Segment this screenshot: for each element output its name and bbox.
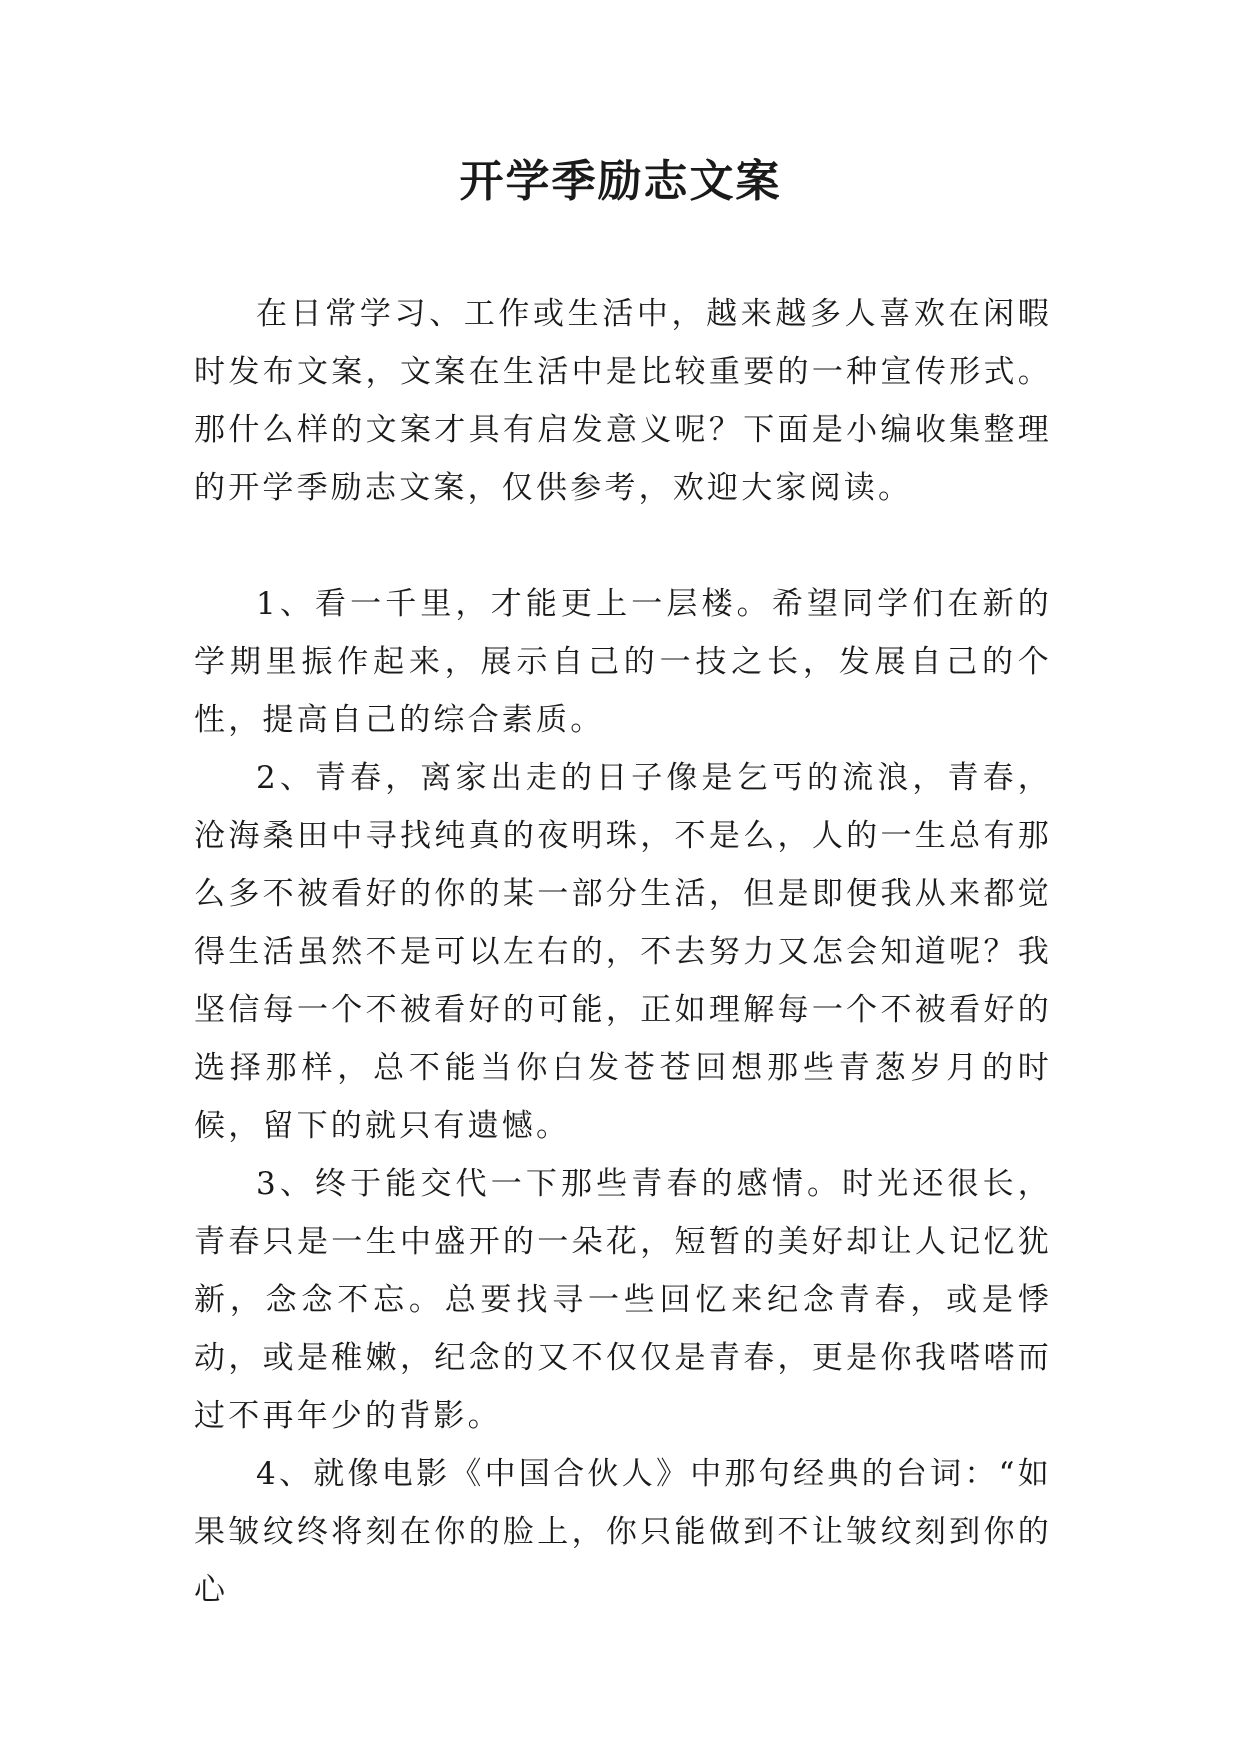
list-item-1: 1、看一千里，才能更上一层楼。希望同学们在新的学期里振作起来，展示自己的一技之长，发展自己的个性，提高自己的综合素质。 <box>194 586 1052 738</box>
list-item-2: 2、青春，离家出走的日子像是乞丐的流浪，青春，沧海桑田中寻找纯真的夜明珠，不是么，人的一生总有那么多不被看好的你的某一部分生活，但是即便我从来都觉得生活虽然不是可以左右的，不去努力又怎会知道呢？我坚信每一个不被看好的可能，正如理解每一个不被看好的选择那样，总不能当你白发苍苍回想那些青葱岁月的时候，留下的就只有遗憾。 <box>194 760 1052 1144</box>
intro-paragraph: 在日常学习、工作或生活中，越来越多人喜欢在闲暇时发布文案，文案在生活中是比较重要的一种宣传形式。那什么样的文案才具有启发意义呢？下面是小编收集整理的开学季励志文案，仅供参考，欢迎大家阅读。 <box>194 296 1052 506</box>
document-body <box>194 285 1052 1619</box>
list-item-4: 4、就像电影《中国合伙人》中那句经典的台词：“如果皱纹终将刻在你的脸上，你只能做到不让皱纹刻到你的心 <box>194 1456 1052 1608</box>
list-item-3: 3、终于能交代一下那些青春的感情。时光还很长，青春只是一生中盛开的一朵花，短暂的美好却让人记忆犹新，念念不忘。总要找寻一些回忆来纪念青春，或是悸动，或是稚嫩，纪念的又不仅仅是青春，更是你我嗒嗒而过不再年少的背影。 <box>194 1166 1052 1434</box>
document-title: 开学季励志文案 <box>459 156 782 207</box>
